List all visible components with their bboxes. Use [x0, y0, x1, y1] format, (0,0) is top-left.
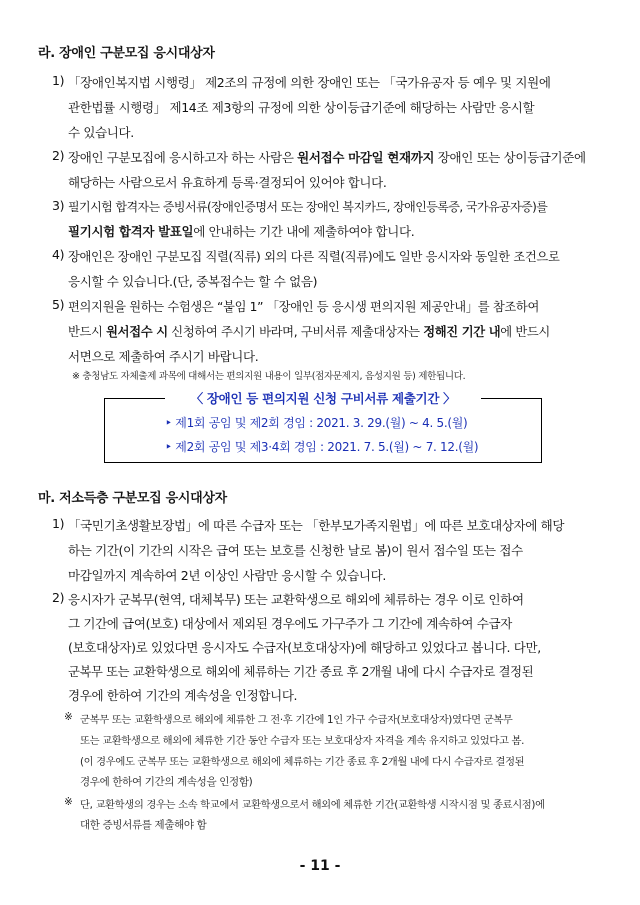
item-number: 1)	[52, 73, 65, 88]
note-line: 단, 교환학생의 경우는 소속 학교에서 교환학생으로서 해외에 체류한 기간(교환학생 시작시점 및 종료시점)에	[80, 799, 545, 811]
note-line: (이 경우에도 군복무 또는 교환학생으로 해외에 체류하는 기간 종료 후 2개월 내에 다시 수급자로 결정된	[80, 756, 525, 768]
item-text-line: 하는 기간(이 기간의 시작은 급여 또는 보호를 신청한 날로 봄)이 원서 접수일 또는 접수	[68, 543, 523, 558]
footnote: ※ 충청남도 자체출제 과목에 대해서는 편의지원 내용이 일부(점자문제지, 음성지원 등) 제한됩니다.	[72, 371, 466, 382]
section-heading-low-income: 마. 저소득층 구분모집 응시대상자	[38, 491, 227, 506]
item-number: 2)	[52, 590, 65, 605]
box-period-line: ‣ 제1회 공임 및 제2회 경임 : 2021. 3. 29.(월) ~ 4. 5.(월)	[165, 416, 468, 430]
note-mark: ※	[64, 796, 73, 808]
item-text-line: 마감일까지 계속하여 2년 이상인 사람만 응시할 수 있습니다.	[68, 568, 386, 583]
item-text-line: 장애인 구분모집에 응시하고자 하는 사람은 원서접수 마감일 현재까지 장애인 또는 상이등급기준에	[68, 150, 586, 165]
item-text-line: (보호대상자)로 있었다면 응시자도 수급자(보호대상자)에 해당하고 있었다고 봅니다. 다만,	[68, 640, 541, 655]
box-title: 〈 장애인 등 편의지원 신청 구비서류 제출기간 〉	[190, 391, 456, 406]
item-number: 4)	[52, 247, 65, 262]
item-text-line: 응시자가 군복무(현역, 대체복무) 또는 교환학생으로 해외에 체류하는 경우 이로 인하여	[68, 592, 524, 607]
item-text-line: 경우에 한하여 기간의 계속성을 인정합니다.	[68, 688, 298, 703]
item-text-line: 수 있습니다.	[68, 125, 134, 140]
emphasis-text: 원서접수 마감일 현재까지	[297, 150, 435, 165]
emphasis-text: 필기시험 합격자 발표일	[68, 224, 194, 239]
item-text-line: 필기시험 합격자는 증빙서류(장애인증명서 또는 장애인 복지카드, 장애인등록증, 국가유공자증)를	[68, 200, 548, 214]
item-text-line: 관한법률 시행령」 제14조 제3항의 규정에 의한 상이등급기준에 해당하는 사람만 응시할	[68, 100, 535, 115]
item-text-line: 장애인은 장애인 구분모집 직렬(직류) 외의 다른 직렬(직류)에도 일반 응시자와 동일한 조건으로	[68, 250, 560, 264]
item-number: 2)	[52, 148, 65, 163]
note-line: 경우에 한하여 기간의 계속성을 인정함)	[80, 776, 253, 788]
item-text-line: 「국민기초생활보장법」에 따른 수급자 또는 「한부모가족지원법」에 따른 보호대상자에 해당	[68, 518, 565, 533]
section-heading-disabled: 라. 장애인 구분모집 응시대상자	[38, 46, 215, 61]
item-number: 3)	[52, 198, 65, 213]
item-number: 1)	[52, 516, 65, 531]
item-text-line: 필기시험 합격자 발표일에 안내하는 기간 내에 제출하여야 합니다.	[68, 224, 415, 239]
item-text-line: 반드시 원서접수 시 신청하여 주시기 바라며, 구비서류 제출대상자는 정해진 기간 내에 반드시	[68, 325, 550, 339]
emphasis-text: 원서접수 시	[106, 325, 168, 339]
note-line: 또는 교환학생으로 해외에 체류한 기간 동안 수급자 또는 보호대상자 자격을 계속 유지하고 있었다고 봄.	[80, 735, 524, 747]
item-text-line: 응시할 수 있습니다.(단, 중복접수는 할 수 없음)	[68, 274, 318, 289]
note-mark: ※	[64, 711, 73, 723]
emphasis-text: 정해진 기간 내	[423, 325, 501, 339]
note-line: 대한 증빙서류를 제출해야 함	[80, 819, 207, 831]
item-text-line: 그 기간에 급여(보호) 대상에서 제외된 경우에도 가구주가 그 기간에 계속하여 수급자	[68, 616, 512, 631]
page-number: - 11 -	[299, 858, 341, 874]
item-number: 5)	[52, 297, 65, 312]
submission-period-box	[104, 391, 542, 463]
item-text-line: 군복무 또는 교환학생으로 해외에 체류하는 기간 종료 후 2개월 내에 다시 수급자로 결정된	[68, 665, 534, 679]
item-text-line: 편의지원을 원하는 수험생은 “붙임 1” 「장애인 등 응시생 편의지원 제공안내」를 참조하여	[68, 300, 539, 314]
note-line: 군복무 또는 교환학생으로 해외에 체류한 그 전·후 기간에 1인 가구 수급자(보호대상자)였다면 군복무	[80, 714, 513, 726]
item-text-line: 해당하는 사람으로서 유효하게 등록·결정되어 있어야 합니다.	[68, 175, 387, 190]
item-text-line: 서면으로 제출하여 주시기 바랍니다.	[68, 349, 259, 364]
box-period-line: ‣ 제2회 공임 및 제3·4회 경임 : 2021. 7. 5.(월) ~ 7. 12.(월)	[165, 440, 479, 454]
item-text-line: 「장애인복지법 시행령」 제2조의 규정에 의한 장애인 또는 「국가유공자 등 예우 및 지원에	[68, 75, 551, 90]
